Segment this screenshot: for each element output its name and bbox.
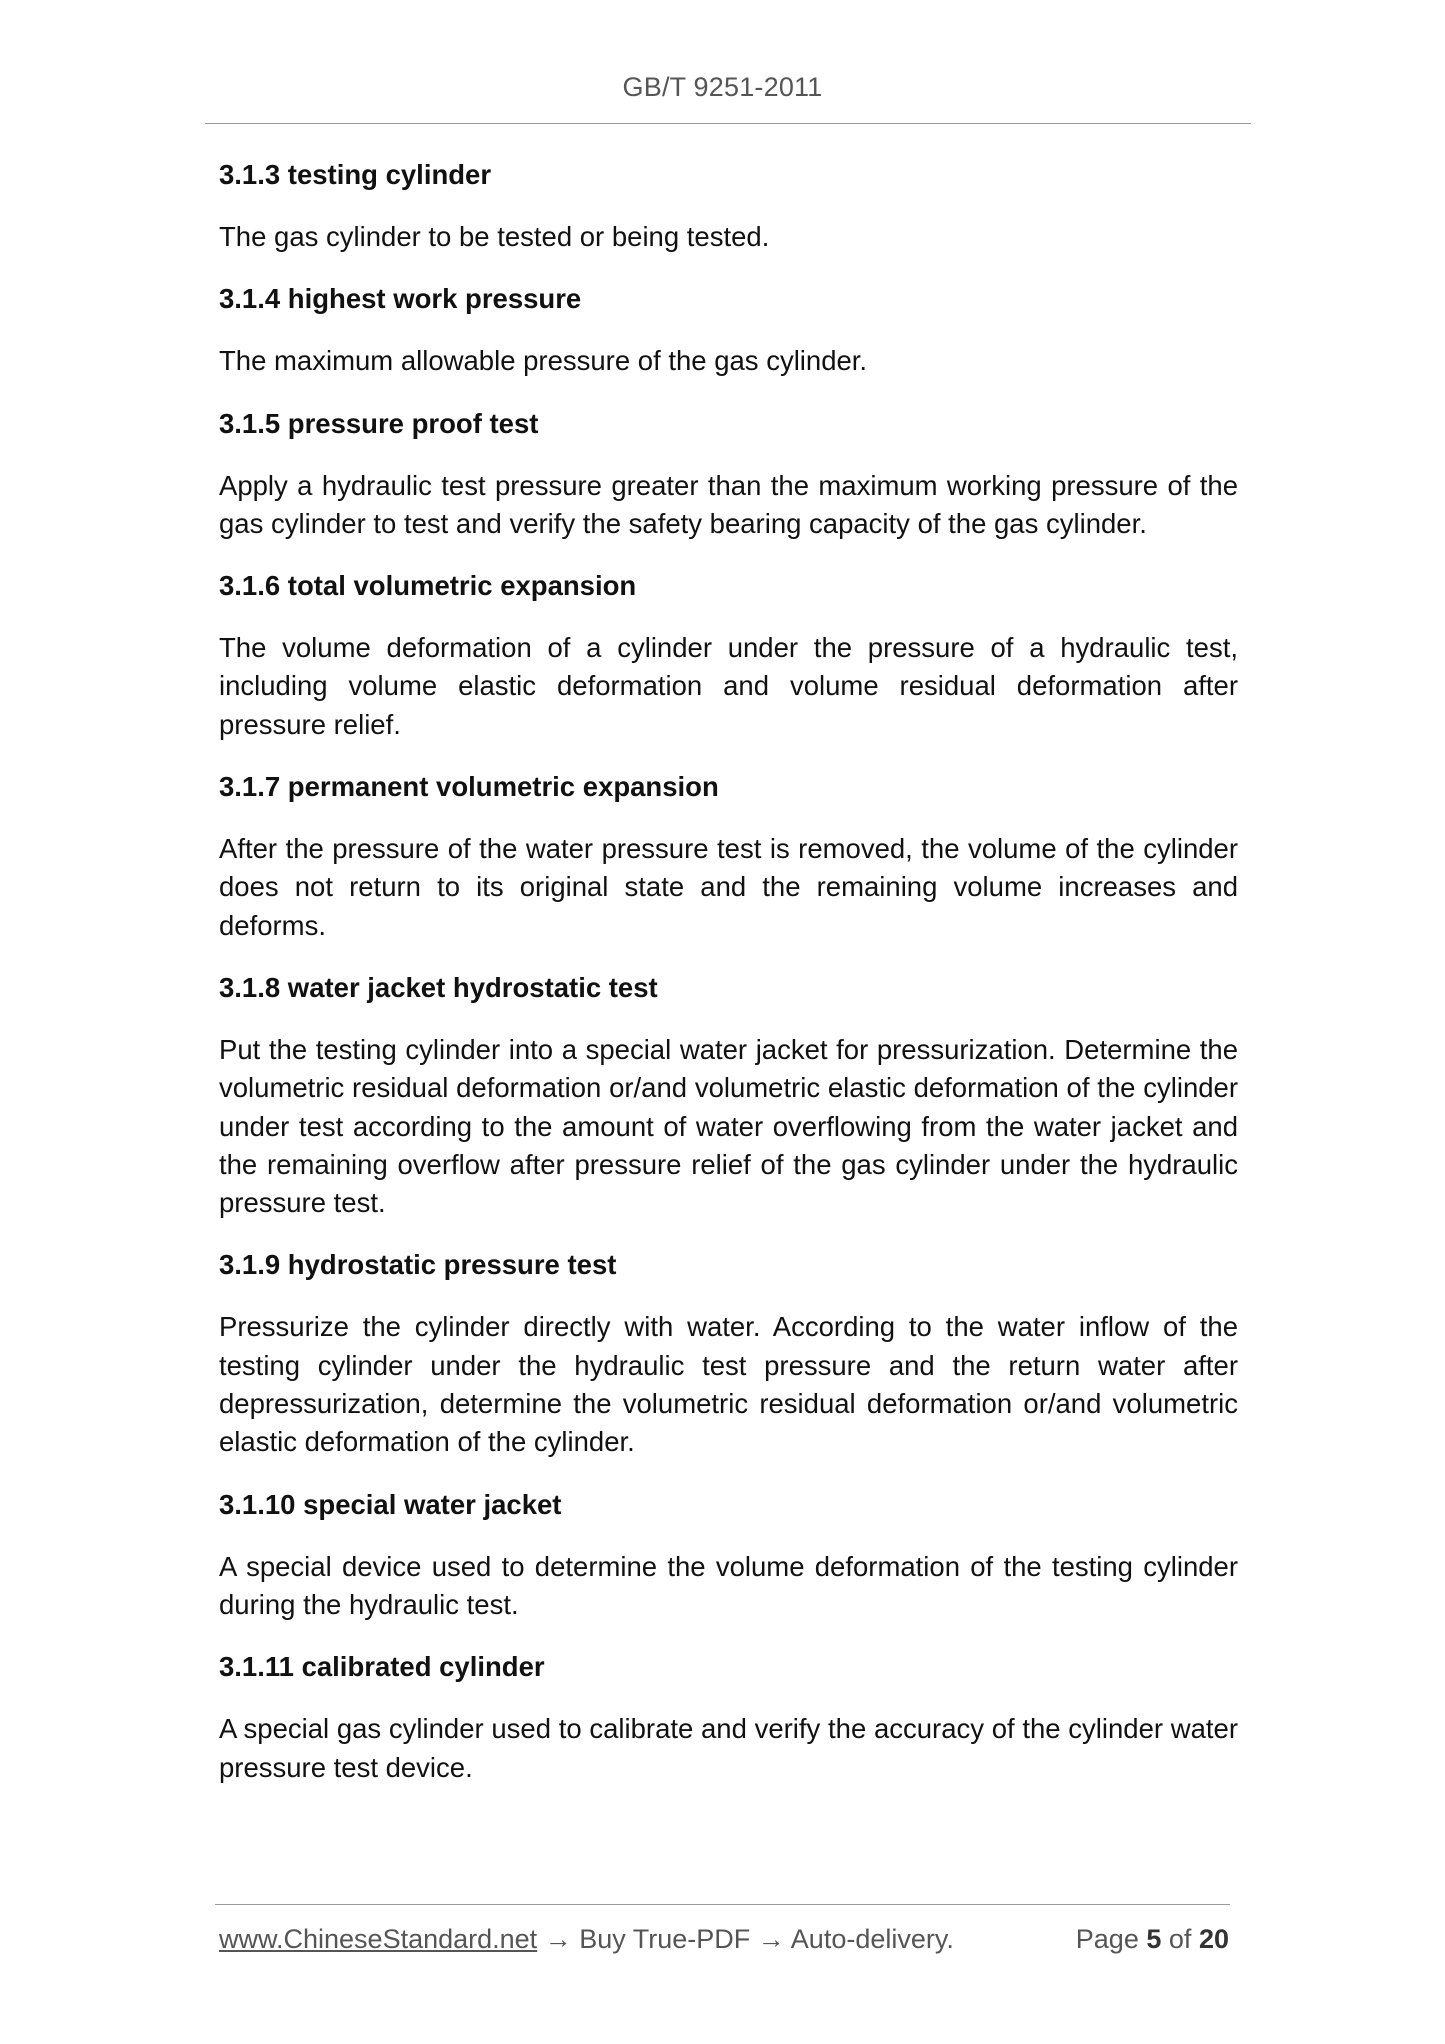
term-heading: 3.1.8 water jacket hydrostatic test [219, 971, 658, 1003]
total-pages: 20 [1198, 1924, 1229, 1954]
term-heading: 3.1.9 hydrostatic pressure test [219, 1249, 617, 1281]
term-heading: 3.1.3 testing cylinder [219, 159, 492, 190]
term-heading: 3.1.4 highest work pressure [219, 283, 582, 315]
term-definition: Put the testing cylinder into a special water jacket for pressurization. Determine the volumetric residual deformation or/and volumetric elastic deformation of the cylinder under test according to the amount of water overflowing from the water jacket and the remaining overflow after pressure relief of the gas cylinder under the hydraulic pressure test. [219, 1033, 1238, 1219]
page-label: Page [1075, 1924, 1139, 1954]
of-label: of [1168, 1924, 1192, 1954]
term-definition: A special gas cylinder used to calibrate and verify the accuracy of the cylinder water pressure test device. [219, 1713, 1238, 1783]
buy-text: Buy True-PDF [579, 1924, 751, 1954]
header-divider [205, 123, 1251, 124]
arrow-icon: → [757, 1924, 785, 1954]
website-link[interactable]: www.ChineseStandard.net [219, 1924, 538, 1954]
arrow-icon: → [544, 1924, 572, 1954]
term-definition: The maximum allowable pressure of the gas cylinder. [219, 345, 868, 377]
page-header-title: GB/T 9251-2011 [622, 72, 823, 102]
term-heading: 3.1.7 permanent volumetric expansion [219, 771, 719, 803]
page-indicator [1076, 1922, 1229, 1956]
term-heading: 3.1.5 pressure proof test [219, 407, 539, 439]
document-body [219, 140, 1238, 1795]
term-definition: Pressurize the cylinder directly with water. According to the water inflow of the testing cylinder under the hydraulic test pressure and the return water after depressurization, determine the volumetric residual deformation or/and volumetric elastic deformation of the cylinder. [219, 1311, 1238, 1458]
term-heading: 3.1.11 calibrated cylinder [219, 1651, 545, 1683]
page-number: 5 [1146, 1924, 1162, 1954]
footer-divider [215, 1904, 1230, 1905]
term-definition: The volume deformation of a cylinder under the pressure of a hydraulic test, including volume elastic deformation and volume residual deformation after pressure relief. [219, 632, 1238, 740]
term-heading: 3.1.10 special water jacket [219, 1488, 562, 1520]
delivery-text: Auto-delivery. [790, 1924, 954, 1954]
page-footer [219, 1922, 1229, 1956]
term-definition: Apply a hydraulic test pressure greater than the maximum working pressure of the gas cylinder to test and verify the safety bearing capacity of the gas cylinder. [219, 469, 1238, 539]
term-definition: The gas cylinder to be tested or being tested. [219, 221, 770, 252]
term-definition: A special device used to determine the volume deformation of the testing cylinder during the hydraulic test. [219, 1550, 1238, 1620]
term-heading: 3.1.6 total volumetric expansion [219, 570, 637, 602]
term-definition: After the pressure of the water pressure test is removed, the volume of the cylinder does not return to its original state and the remaining volume increases and deforms. [219, 833, 1238, 941]
